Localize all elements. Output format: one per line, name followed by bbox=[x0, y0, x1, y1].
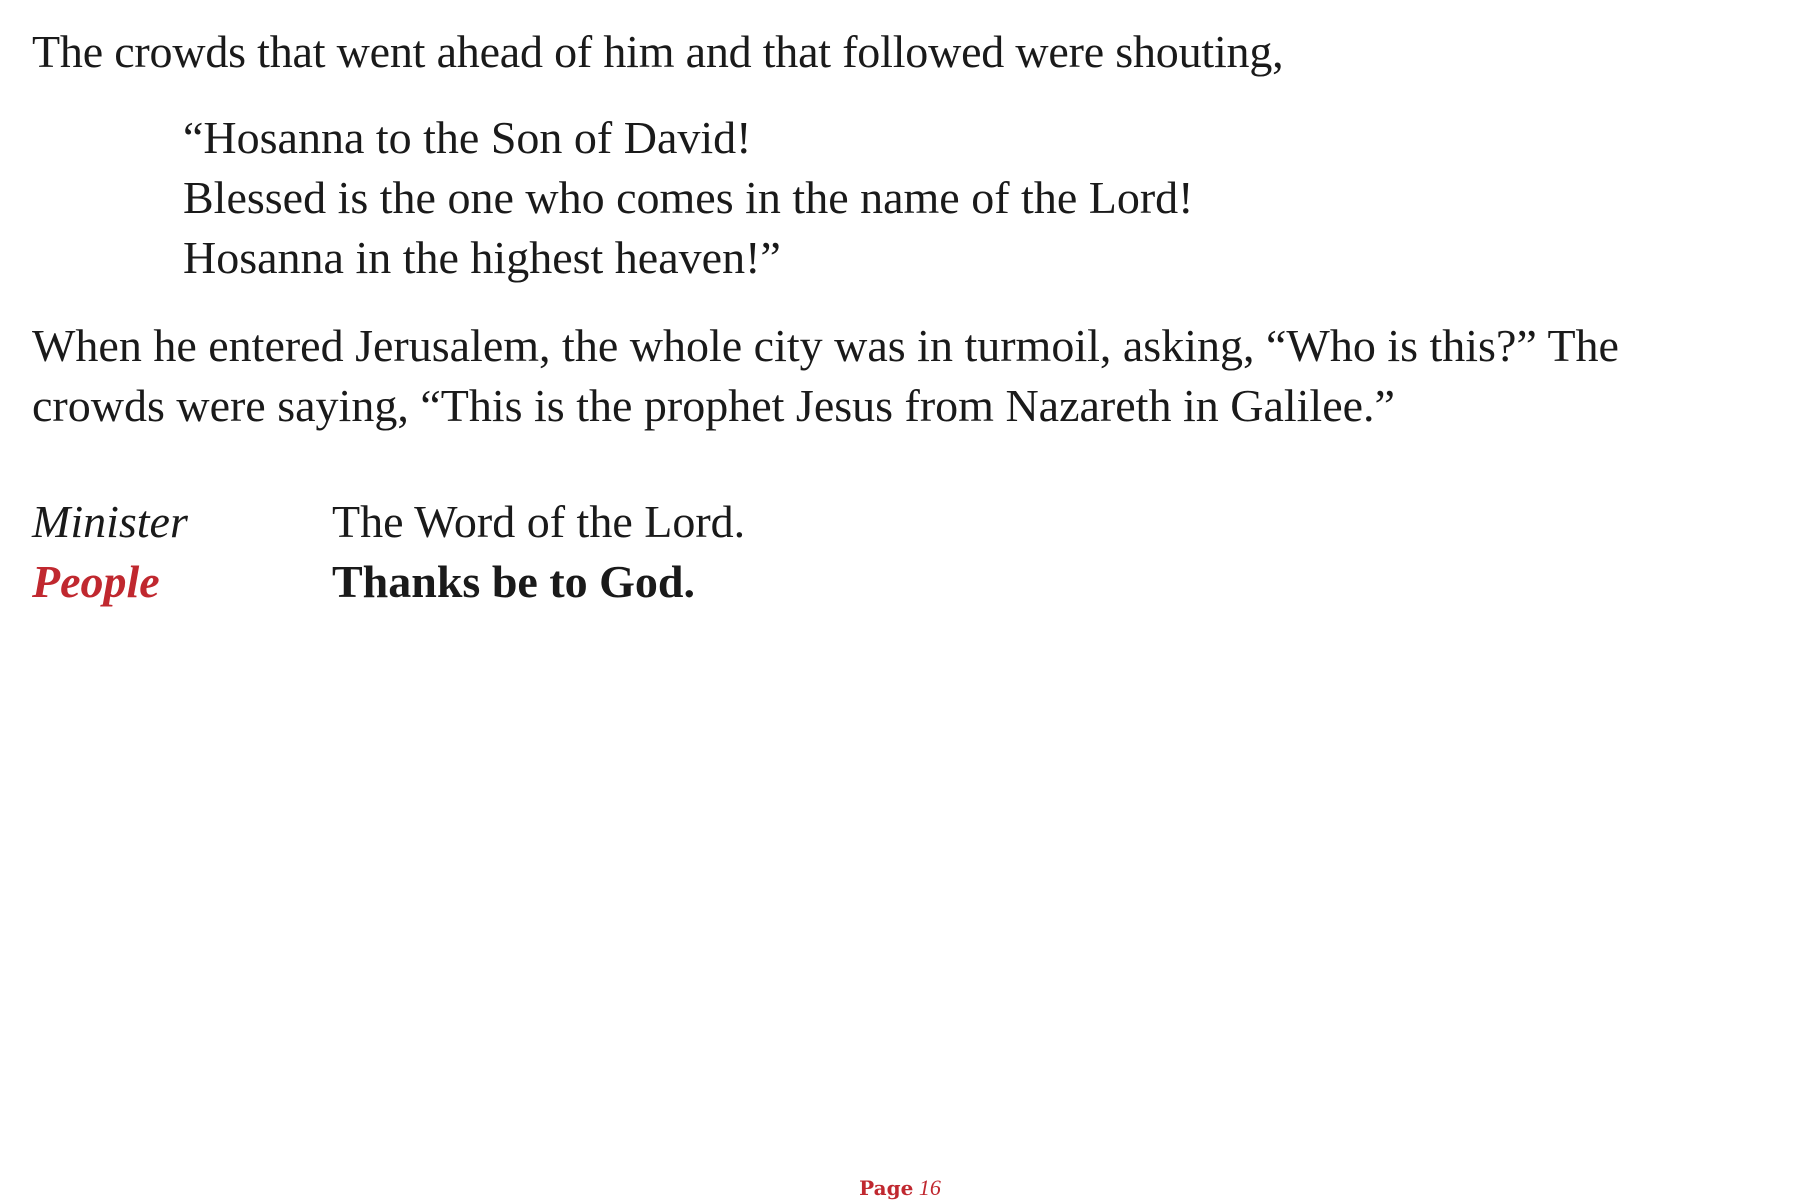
minister-label: Minister bbox=[32, 496, 188, 547]
people-label: People bbox=[32, 556, 160, 607]
reading-narrative: When he entered Jerusalem, the whole city was in turmoil, asking, “Who is this?” The crowds were saying, “This is the prophet Jesus from Nazareth in Galilee.” bbox=[32, 320, 1619, 431]
reading-intro: The crowds that went ahead of him and that followed were shouting, bbox=[32, 26, 1284, 77]
minister-row bbox=[32, 492, 1032, 552]
page-number: 16 bbox=[918, 1175, 941, 1200]
poem-line: Hosanna in the highest heaven!” bbox=[183, 232, 781, 283]
page-label: Page bbox=[859, 1176, 914, 1200]
poem-line: “Hosanna to the Son of David! bbox=[183, 112, 752, 163]
poem-line: Blessed is the one who comes in the name of the Lord! bbox=[183, 172, 1194, 223]
liturgical-response bbox=[32, 492, 1032, 612]
people-row bbox=[32, 552, 1032, 612]
minister-text: The Word of the Lord. bbox=[332, 496, 746, 547]
page-footer bbox=[0, 1175, 1800, 1201]
hosanna-poem bbox=[183, 108, 1193, 288]
people-text: Thanks be to God. bbox=[332, 556, 696, 607]
